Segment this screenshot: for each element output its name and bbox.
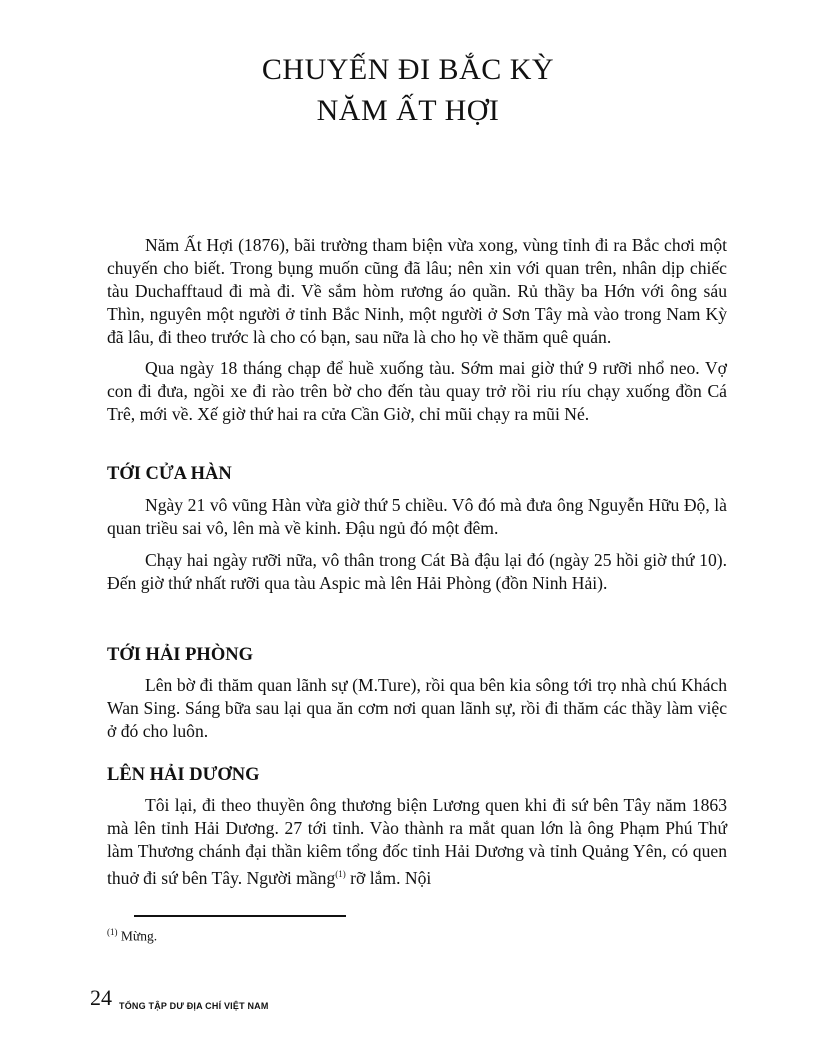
text: rỡ lắm. Nội [345,867,432,888]
chapter-title-line-2: NĂM ẤT HỢI [316,94,500,127]
paragraph: Qua ngày 18 tháng chạp để huề xuống tàu. Sớm mai giờ thứ 9 rưỡi nhổ neo. Vợ con đi đưa, ngồi xe đi rào trên bờ cho đến tàu quay trở rồi riu ríu chạy xuống đồn Cá Trê, mới về. Xế giờ thứ hai ra cửa Cần Giờ, chỉ mũi chạy ra mũi Né. [107,358,727,424]
paragraph [107,794,727,890]
section-paragraph [107,674,727,743]
section-paragraph [107,794,727,890]
section-heading: TỚI CỬA HÀN [107,464,232,484]
running-head: TỔNG TẬP DƯ ĐỊA CHÍ VIỆT NAM [119,1001,269,1011]
intro-paragraph-2 [107,357,727,426]
footnote [107,927,157,945]
footnote-ref: (1) [335,869,346,879]
paragraph: Chạy hai ngày rưỡi nữa, vô thân trong Cát Bà đậu lại đó (ngày 25 hồi giờ thứ 10). Đến giờ thứ nhất rưỡi qua tàu Aspic mà lên Hải Phòng (đồn Ninh Hải). [107,550,727,593]
intro-paragraph-1 [107,234,727,349]
footnote-divider [134,915,346,917]
paragraph: Ngày 21 vô vũng Hàn vừa giờ thứ 5 chiều. Vô đó mà đưa ông Nguyễn Hữu Độ, là quan triều sai vô, lên mà về kinh. Đậu ngủ đó một đêm. [107,495,727,538]
chapter-title-line-1: CHUYẾN ĐI BẮC KỲ [261,53,555,86]
text: Tôi lại, đi theo thuyền ông thương biện Lương quen khi đi sứ bên Tây năm 1863 mà lên tỉnh Hải Dương. 27 tới tỉnh. Vào thành ra mắt quan lớn là ông Phạm Phú Thứ làm Thương chánh đại thần kiêm tổng đốc tỉnh Hải Dương và tỉnh Quảng Yên, có quen thuở đi sứ bên Tây. Người mầng [107,795,727,888]
section-heading: TỚI HẢI PHÒNG [107,645,253,665]
section-paragraph [107,549,727,595]
page-number: 24 [90,985,112,1010]
footnote-mark: (1) [107,927,118,937]
footnote-text: Mừng. [117,928,158,944]
paragraph: Lên bờ đi thăm quan lãnh sự (M.Ture), rồi qua bên kia sông tới trọ nhà chú Khách Wan Sing. Sáng bữa sau lại qua ăn cơm nơi quan lãnh sự, rồi đi thăm các thầy làm việc ở đó cho luôn. [107,675,727,741]
section-heading: LÊN HẢI DƯƠNG [107,765,260,785]
paragraph: Năm Ất Hợi (1876), bãi trường tham biện vừa xong, vùng tỉnh đi ra Bắc chơi một chuyến cho biết. Trong bụng muốn cũng đã lâu; nên xin với quan trên, nhân dịp chiếc tàu Duchafftaud đi mà đi. Về sắm hòm rương áo quần. Rủ thầy ba Hớn với ông sáu Thìn, nguyên một người ở tỉnh Bắc Ninh, một người ở Sơn Tây mà vào trong Nam Kỳ đã lâu, đi theo trước là cho có bạn, sau nữa là cho họ về thăm quê quán. [107,235,727,347]
section-paragraph [107,494,727,540]
